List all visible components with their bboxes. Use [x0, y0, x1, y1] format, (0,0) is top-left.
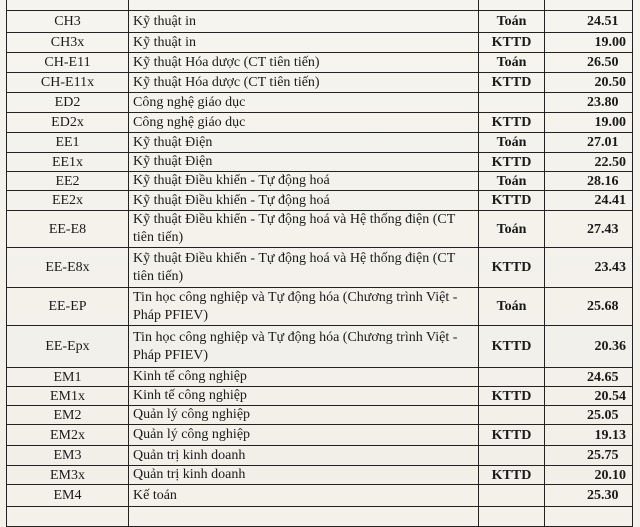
major-name-cell — [129, 507, 479, 527]
subject-cell: KTTD — [479, 191, 545, 211]
score-cell: 19.13 — [545, 425, 633, 446]
subject-cell: Toán — [479, 133, 545, 153]
score-cell — [545, 0, 633, 11]
major-name-cell: Kỹ thuật Điều khiển - Tự động hoá — [129, 172, 479, 191]
subject-cell — [479, 93, 545, 113]
table-row — [7, 11, 633, 33]
major-name-cell: Tin học công nghiệp và Tự động hóa (Chương trình Việt - Pháp PFIEV) — [129, 326, 479, 368]
table-row — [7, 133, 633, 153]
major-name-cell: Kinh tế công nghiệp — [129, 368, 479, 387]
program-code-cell — [7, 0, 129, 11]
score-cell: 24.51 — [545, 11, 633, 33]
score-cell: 24.41 — [545, 191, 633, 211]
program-code-cell: ED2 — [7, 93, 129, 113]
score-cell: 20.36 — [545, 326, 633, 368]
score-cell: 25.75 — [545, 446, 633, 466]
table-row — [7, 326, 633, 368]
program-code-cell: CH3 — [7, 11, 129, 33]
score-cell: 26.50 — [545, 53, 633, 73]
program-code-cell: EE1 — [7, 133, 129, 153]
program-code-cell: CH3x — [7, 33, 129, 53]
major-name-cell: Kỹ thuật Điều khiển - Tự động hoá và Hệ thống điện (CT tiên tiến) — [129, 248, 479, 288]
major-name-cell: Kỹ thuật Hóa dược (CT tiên tiến) — [129, 73, 479, 93]
table-row — [7, 172, 633, 191]
score-cell: 20.54 — [545, 387, 633, 406]
score-cell: 28.16 — [545, 172, 633, 191]
score-cell: 23.43 — [545, 248, 633, 288]
table-row — [7, 153, 633, 172]
major-name-cell: Công nghệ giáo dục — [129, 93, 479, 113]
subject-cell: KTTD — [479, 73, 545, 93]
major-name-cell: Công nghệ giáo dục — [129, 113, 479, 133]
score-cell: 23.80 — [545, 93, 633, 113]
program-code-cell: EE-Epx — [7, 326, 129, 368]
subject-cell: Toán — [479, 172, 545, 191]
major-name-cell: Kỹ thuật Điện — [129, 133, 479, 153]
table-row — [7, 53, 633, 73]
score-cell: 19.00 — [545, 113, 633, 133]
table-row — [7, 191, 633, 211]
major-name-cell: Kỹ thuật in — [129, 11, 479, 33]
major-name-cell: Kỹ thuật Điều khiển - Tự động hoá — [129, 191, 479, 211]
table-body — [7, 0, 633, 527]
subject-cell — [479, 507, 545, 527]
table-row — [7, 485, 633, 507]
score-cell: 25.05 — [545, 406, 633, 425]
score-cell — [545, 507, 633, 527]
subject-cell: KTTD — [479, 248, 545, 288]
subject-cell: KTTD — [479, 113, 545, 133]
subject-cell — [479, 368, 545, 387]
major-name-cell — [129, 0, 479, 11]
program-code-cell: EE2 — [7, 172, 129, 191]
table-row — [7, 507, 633, 527]
table-row — [7, 248, 633, 288]
major-name-cell: Tin học công nghiệp và Tự động hóa (Chương trình Việt - Pháp PFIEV) — [129, 288, 479, 326]
table-row — [7, 93, 633, 113]
subject-cell: KTTD — [479, 466, 545, 485]
subject-cell: KTTD — [479, 33, 545, 53]
program-code-cell: ED2x — [7, 113, 129, 133]
subject-cell: Toán — [479, 288, 545, 326]
program-code-cell: EM1 — [7, 368, 129, 387]
subject-cell: KTTD — [479, 387, 545, 406]
program-code-cell: EM2 — [7, 406, 129, 425]
program-code-cell: EM2x — [7, 425, 129, 446]
score-cell: 27.01 — [545, 133, 633, 153]
program-code-cell: CH-E11x — [7, 73, 129, 93]
major-name-cell: Quản trị kinh doanh — [129, 466, 479, 485]
admission-score-table — [6, 0, 633, 527]
program-code-cell: EE-E8x — [7, 248, 129, 288]
program-code-cell — [7, 507, 129, 527]
score-cell: 22.50 — [545, 153, 633, 172]
subject-cell — [479, 0, 545, 11]
program-code-cell: EM3x — [7, 466, 129, 485]
major-name-cell: Kỹ thuật Điều khiển - Tự động hoá và Hệ thống điện (CT tiên tiến) — [129, 211, 479, 248]
major-name-cell: Kỹ thuật in — [129, 33, 479, 53]
score-cell: 27.43 — [545, 211, 633, 248]
subject-cell — [479, 406, 545, 425]
program-code-cell: EM4 — [7, 485, 129, 507]
table-row — [7, 368, 633, 387]
table-row — [7, 387, 633, 406]
subject-cell: KTTD — [479, 425, 545, 446]
program-code-cell: EM3 — [7, 446, 129, 466]
major-name-cell: Quản trị kinh doanh — [129, 446, 479, 466]
program-code-cell: CH-E11 — [7, 53, 129, 73]
score-cell: 25.30 — [545, 485, 633, 507]
table-row — [7, 211, 633, 248]
table-row — [7, 33, 633, 53]
table-row — [7, 466, 633, 485]
subject-cell: KTTD — [479, 326, 545, 368]
major-name-cell: Kế toán — [129, 485, 479, 507]
table-row — [7, 0, 633, 11]
score-cell: 20.50 — [545, 73, 633, 93]
table-row — [7, 446, 633, 466]
subject-cell: KTTD — [479, 153, 545, 172]
program-code-cell: EE2x — [7, 191, 129, 211]
subject-cell — [479, 446, 545, 466]
major-name-cell: Kinh tế công nghiệp — [129, 387, 479, 406]
program-code-cell: EM1x — [7, 387, 129, 406]
score-cell: 20.10 — [545, 466, 633, 485]
table-row — [7, 288, 633, 326]
table-row — [7, 406, 633, 425]
program-code-cell: EE-EP — [7, 288, 129, 326]
score-cell: 25.68 — [545, 288, 633, 326]
table-row — [7, 113, 633, 133]
table-row — [7, 425, 633, 446]
program-code-cell: EE-E8 — [7, 211, 129, 248]
table-row — [7, 73, 633, 93]
subject-cell: Toán — [479, 53, 545, 73]
program-code-cell: EE1x — [7, 153, 129, 172]
major-name-cell: Quản lý công nghiệp — [129, 425, 479, 446]
subject-cell: Toán — [479, 211, 545, 248]
score-cell: 19.00 — [545, 33, 633, 53]
major-name-cell: Quản lý công nghiệp — [129, 406, 479, 425]
score-cell: 24.65 — [545, 368, 633, 387]
subject-cell — [479, 485, 545, 507]
subject-cell: Toán — [479, 11, 545, 33]
major-name-cell: Kỹ thuật Điện — [129, 153, 479, 172]
major-name-cell: Kỹ thuật Hóa dược (CT tiên tiến) — [129, 53, 479, 73]
